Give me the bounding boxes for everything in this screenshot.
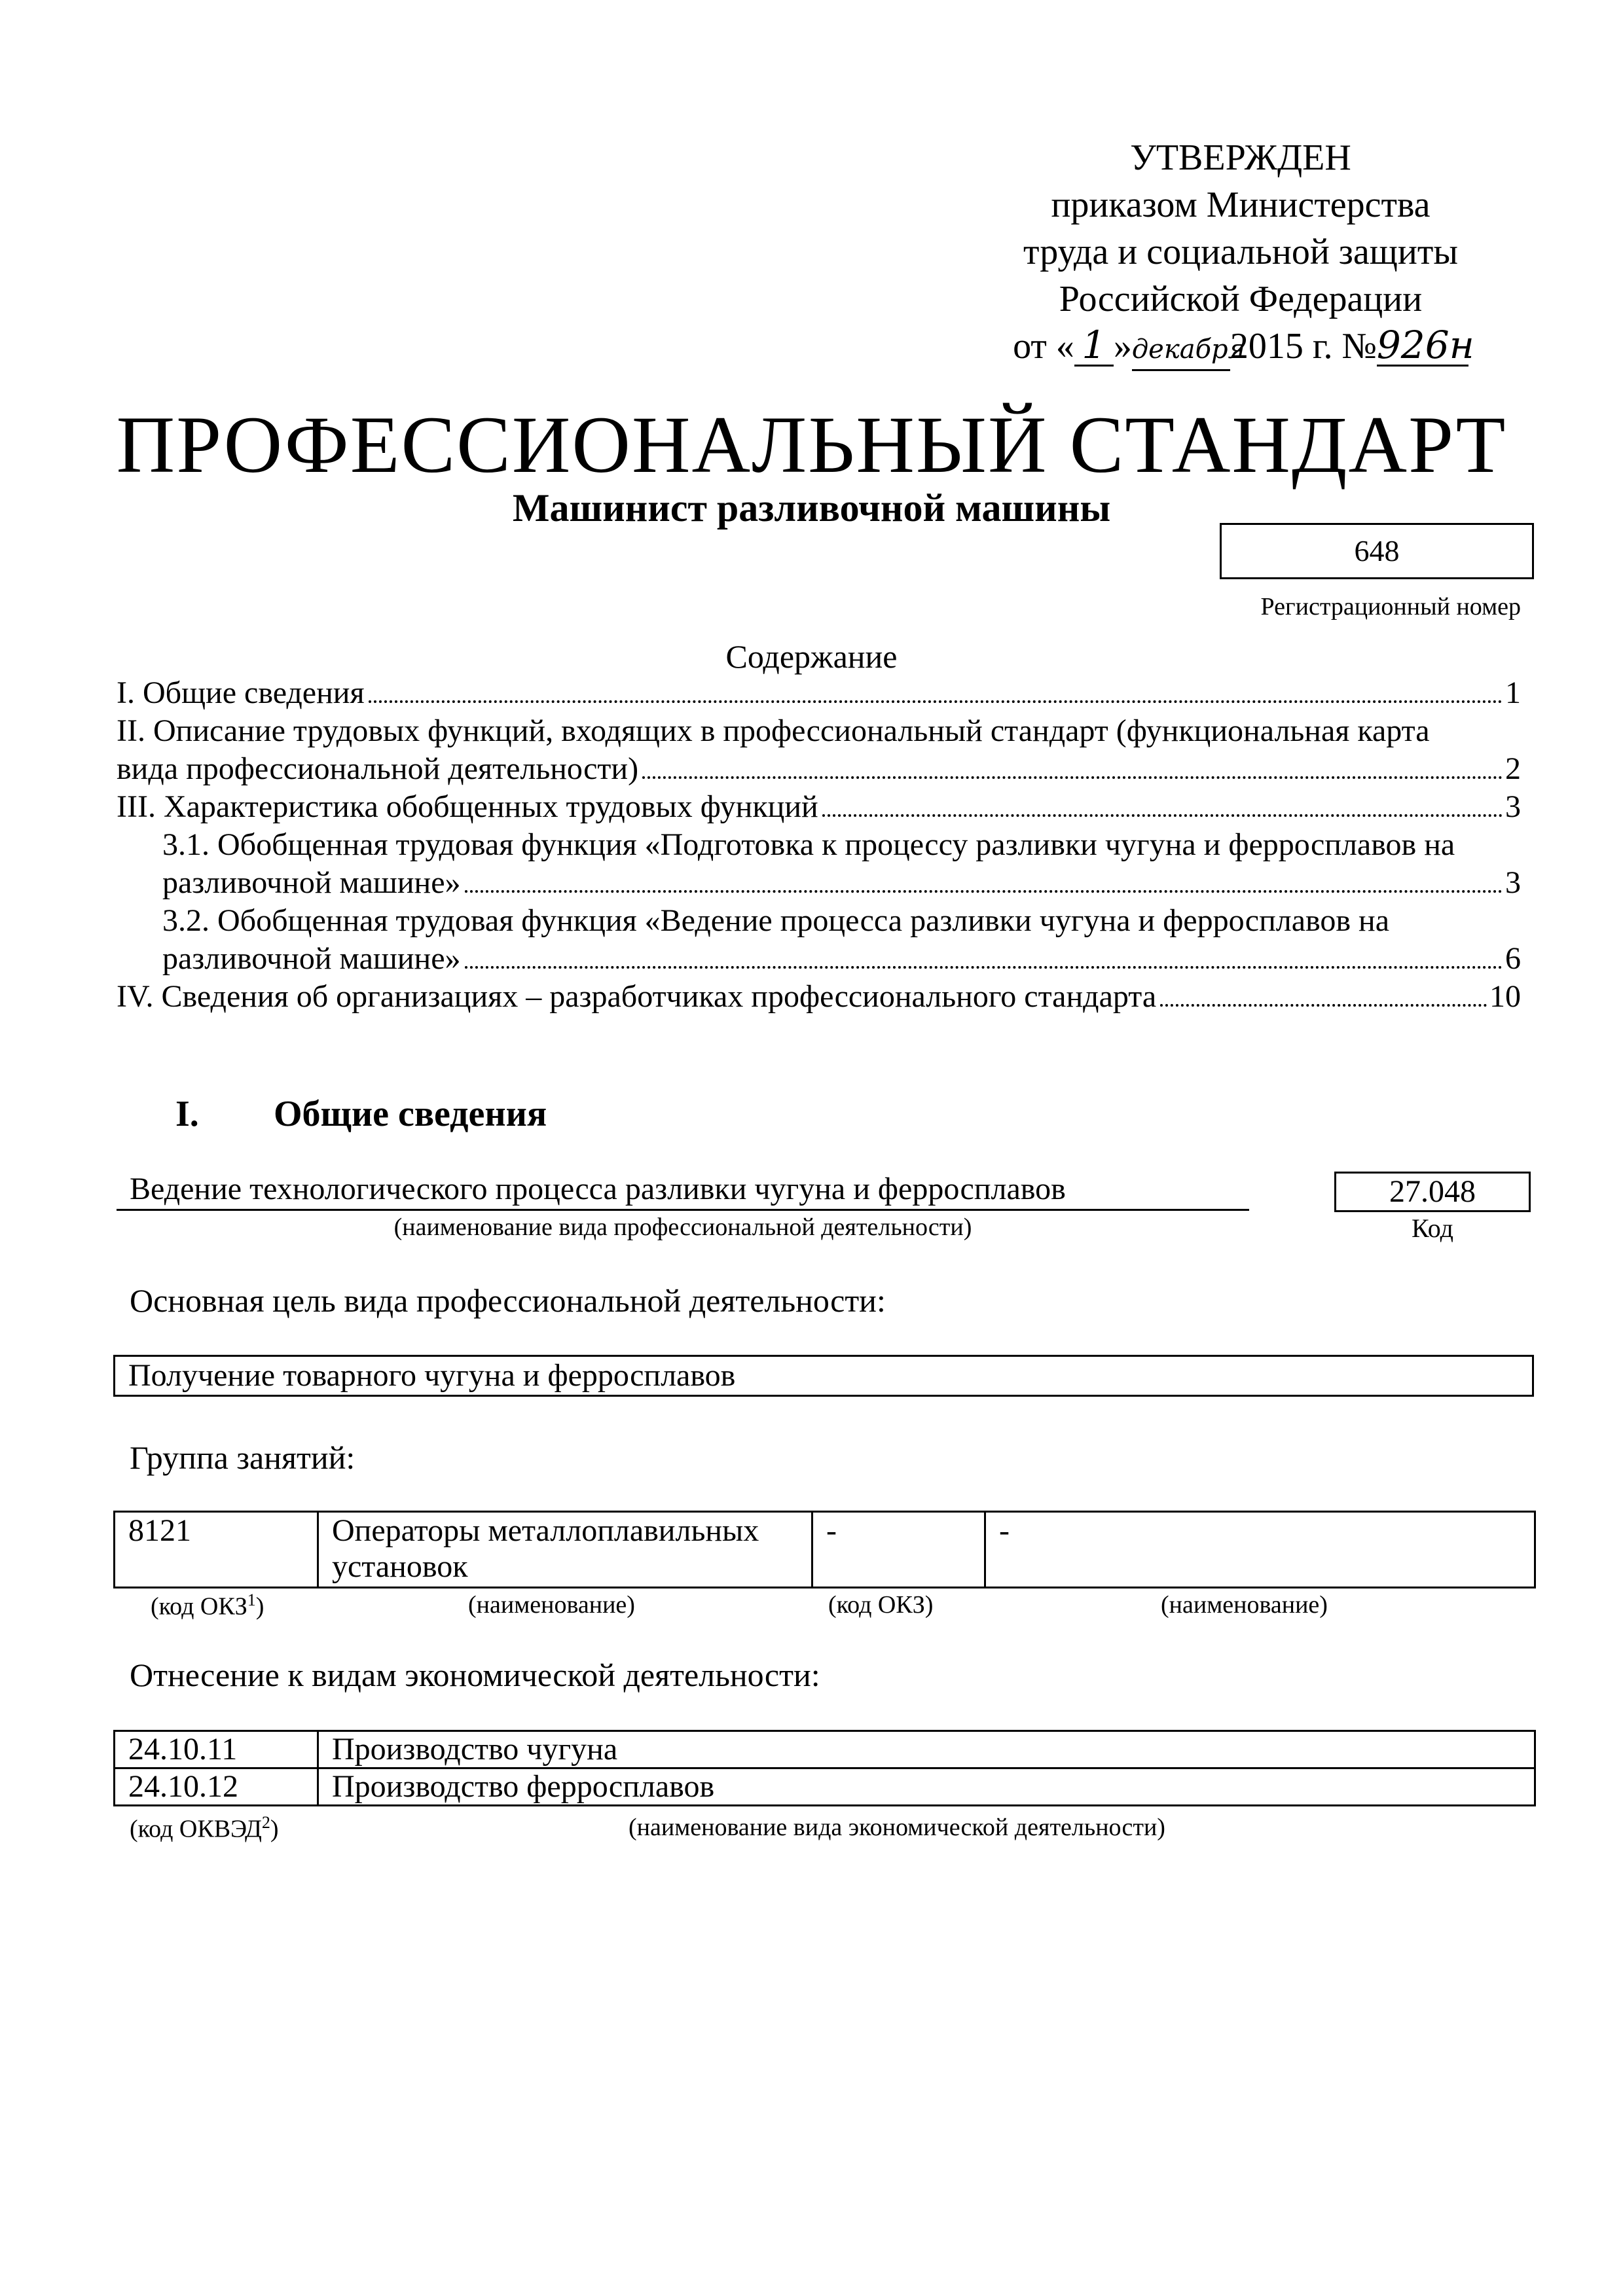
toc-item[interactable] (117, 788, 1521, 826)
approval-block (930, 134, 1552, 371)
section-number: I. (175, 1094, 199, 1134)
okved-name-caption: (наименование вида экономической деятельности) (629, 1814, 1165, 1841)
toc-leader (465, 966, 1503, 969)
toc-item-text: I. Общие сведения (117, 675, 365, 710)
toc-heading: Содержание (725, 638, 898, 675)
approval-date-line (930, 323, 1552, 371)
activity-name: Ведение технологического процесса разливки чугуна и ферросплавов (117, 1170, 1249, 1211)
date-day: 1 (1074, 325, 1114, 367)
toc-leader (1160, 1004, 1487, 1007)
okz-name-cell-2: - (985, 1512, 1535, 1588)
toc-item[interactable] (117, 674, 1521, 712)
toc-item[interactable] (117, 750, 1521, 788)
toc-item-line[interactable]: II. Описание трудовых функций, входящих в профессиональный стандарт (функциональная карта (117, 713, 1430, 748)
okz-code-caption-2: (код ОКЗ) (828, 1591, 934, 1619)
okz-code-caption (151, 1590, 264, 1621)
toc-item-line[interactable]: 3.1. Обобщенная трудовая функция «Подготовка к процессу разливки чугуна и ферросплавов на (162, 827, 1455, 862)
activity-code-caption: Код (1412, 1213, 1453, 1243)
registration-number-label: Регистрационный номер (1260, 593, 1521, 620)
okved-code-caption (130, 1813, 279, 1844)
toc-item-page: 2 (1505, 751, 1521, 786)
toc-item-page: 1 (1505, 675, 1521, 710)
toc-item-line[interactable]: 3.2. Обобщенная трудовая функция «Ведение процесса разливки чугуна и ферросплавов на (162, 903, 1390, 938)
caption-text: (код ОКЗ (151, 1592, 247, 1621)
okz-name-caption-2: (наименование) (1161, 1591, 1328, 1619)
toc-leader (369, 700, 1503, 703)
approval-line-3: труда и социальной защиты (1023, 232, 1458, 272)
okz-code-cell-2: - (812, 1512, 985, 1588)
approval-line-1: УТВЕРЖДЕН (1130, 137, 1351, 178)
okved-code-cell: 24.10.11 (115, 1731, 318, 1768)
goal-box: Получение товарного чугуна и ферросплавов (113, 1355, 1534, 1397)
approval-line-4: Российской Федерации (1059, 279, 1423, 319)
okved-name-cell: Производство чугуна (318, 1731, 1535, 1768)
caption-text: ) (255, 1592, 264, 1621)
toc-item-text: IV. Сведения об организациях – разработчиках профессионального стандарта (117, 979, 1157, 1014)
table-row (115, 1512, 1535, 1588)
toc-item-text: разливочной машине» (162, 941, 461, 976)
toc-item[interactable] (117, 978, 1521, 1016)
document-title: ПРОФЕССИОНАЛЬНЫЙ СТАНДАРТ (116, 400, 1507, 490)
toc-item-text: III. Характеристика обобщенных трудовых функций (117, 789, 818, 824)
footnote-ref[interactable]: 1 (247, 1590, 256, 1609)
okz-name-line: Операторы металлоплавильных (332, 1513, 759, 1548)
registration-number-box: 648 (1220, 523, 1534, 579)
goal-label: Основная цель вида профессиональной деятельности: (130, 1282, 886, 1319)
toc-item-page: 6 (1505, 941, 1521, 976)
activity-code-box: 27.048 (1334, 1172, 1531, 1212)
toc-item-text: вида профессиональной деятельности) (117, 751, 639, 786)
document-subtitle: Машинист разливочной машины (512, 486, 1111, 529)
okved-table (113, 1730, 1536, 1806)
toc-item-page: 10 (1489, 979, 1521, 1014)
toc-leader (822, 814, 1503, 817)
order-number: 926н (1376, 323, 1474, 367)
toc-item-page: 3 (1505, 865, 1521, 900)
section-title: Общие сведения (274, 1094, 547, 1134)
toc-leader (465, 890, 1503, 893)
footnote-ref[interactable]: 2 (261, 1813, 270, 1832)
date-mid: » (1113, 326, 1132, 367)
occupation-group-table (113, 1511, 1536, 1588)
caption-text: (код ОКВЭД (130, 1815, 262, 1843)
okz-name-line: установок (332, 1549, 468, 1584)
toc-item[interactable] (117, 940, 1521, 978)
okz-name-caption: (наименование) (468, 1591, 635, 1619)
okz-code-cell: 8121 (115, 1512, 318, 1588)
activity-caption: (наименование вида профессиональной деятельности) (393, 1213, 972, 1241)
caption-text: ) (270, 1815, 279, 1843)
okved-code-cell: 24.10.12 (115, 1768, 318, 1806)
table-row (115, 1768, 1535, 1806)
date-year: 2015 г. № (1230, 326, 1377, 367)
approval-line-2: приказом Министерства (1051, 185, 1431, 225)
okved-name-cell: Производство ферросплавов (318, 1768, 1535, 1806)
table-of-contents (117, 674, 1521, 1016)
toc-leader (642, 776, 1503, 779)
date-month: декабря (1132, 330, 1230, 371)
toc-item-text: разливочной машине» (162, 865, 461, 900)
toc-item-page: 3 (1505, 789, 1521, 824)
date-prefix: от « (1013, 326, 1074, 367)
occupation-group-label: Группа занятий: (130, 1439, 356, 1476)
toc-item[interactable] (117, 864, 1521, 902)
okved-label: Отнесение к видам экономической деятельности: (130, 1657, 820, 1693)
table-row (115, 1731, 1535, 1768)
okz-name-cell (318, 1512, 812, 1588)
